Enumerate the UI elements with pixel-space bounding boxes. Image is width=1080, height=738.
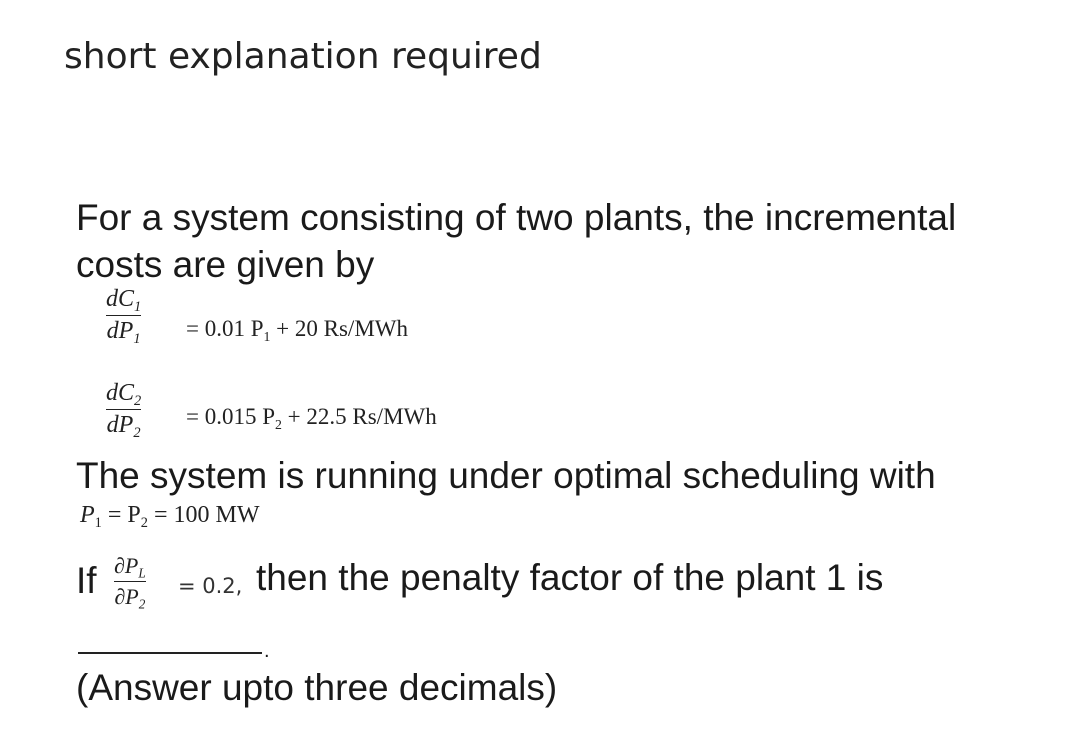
fraction-numerator: dC — [106, 380, 135, 406]
header-note: short explanation required — [64, 36, 542, 77]
derivative-fraction-2 — [106, 380, 142, 442]
fraction-numerator: dC — [106, 286, 135, 312]
subscript: 2 — [138, 596, 146, 612]
fraction-bar — [106, 315, 141, 316]
answer-blank-line — [78, 652, 262, 654]
question-intro: For a system consisting of two plants, the incremental costs are given by — [76, 197, 957, 285]
loss-sensitivity-value: = 0.2, — [178, 574, 243, 598]
equation-text: = P — [101, 502, 141, 528]
penalty-factor-question: then the penalty factor of the plant 1 is — [256, 557, 884, 598]
equation-text: + 20 Rs/MWh — [270, 316, 408, 341]
equation-text: + 22.5 Rs/MWh — [281, 404, 437, 429]
fraction-bar — [106, 409, 141, 410]
subscript: 1 — [263, 328, 271, 344]
equation-text: = 100 MW — [147, 502, 260, 528]
derivative-fraction-1 — [106, 286, 142, 348]
if-word: If — [76, 560, 97, 601]
subscript: 2 — [134, 393, 142, 410]
fraction-denominator: dP — [106, 318, 134, 344]
fraction-numerator: ∂P — [114, 553, 139, 578]
subscript: 2 — [140, 515, 148, 532]
subscript: 1 — [94, 515, 102, 532]
subscript: L — [138, 565, 146, 581]
subscript: 1 — [133, 331, 141, 348]
scheduling-statement: The system is running under optimal scheduling with — [76, 455, 936, 496]
power-equality — [80, 502, 260, 532]
subscript: 2 — [133, 425, 141, 442]
fraction-bar — [114, 581, 146, 582]
partial-derivative-fraction — [114, 553, 146, 610]
fraction-denominator: dP — [106, 412, 134, 438]
equation-1-rhs — [186, 316, 408, 342]
equation-text: P — [80, 502, 95, 528]
subscript: 1 — [134, 299, 142, 316]
answer-instruction: (Answer upto three decimals) — [76, 667, 558, 708]
blank-period: . — [264, 640, 270, 662]
equation-text: = 0.015 P — [186, 404, 276, 429]
fraction-denominator: ∂P — [114, 584, 139, 609]
equation-text: = 0.01 P — [186, 316, 264, 341]
subscript: 2 — [275, 416, 282, 432]
equation-2-rhs — [186, 404, 437, 430]
